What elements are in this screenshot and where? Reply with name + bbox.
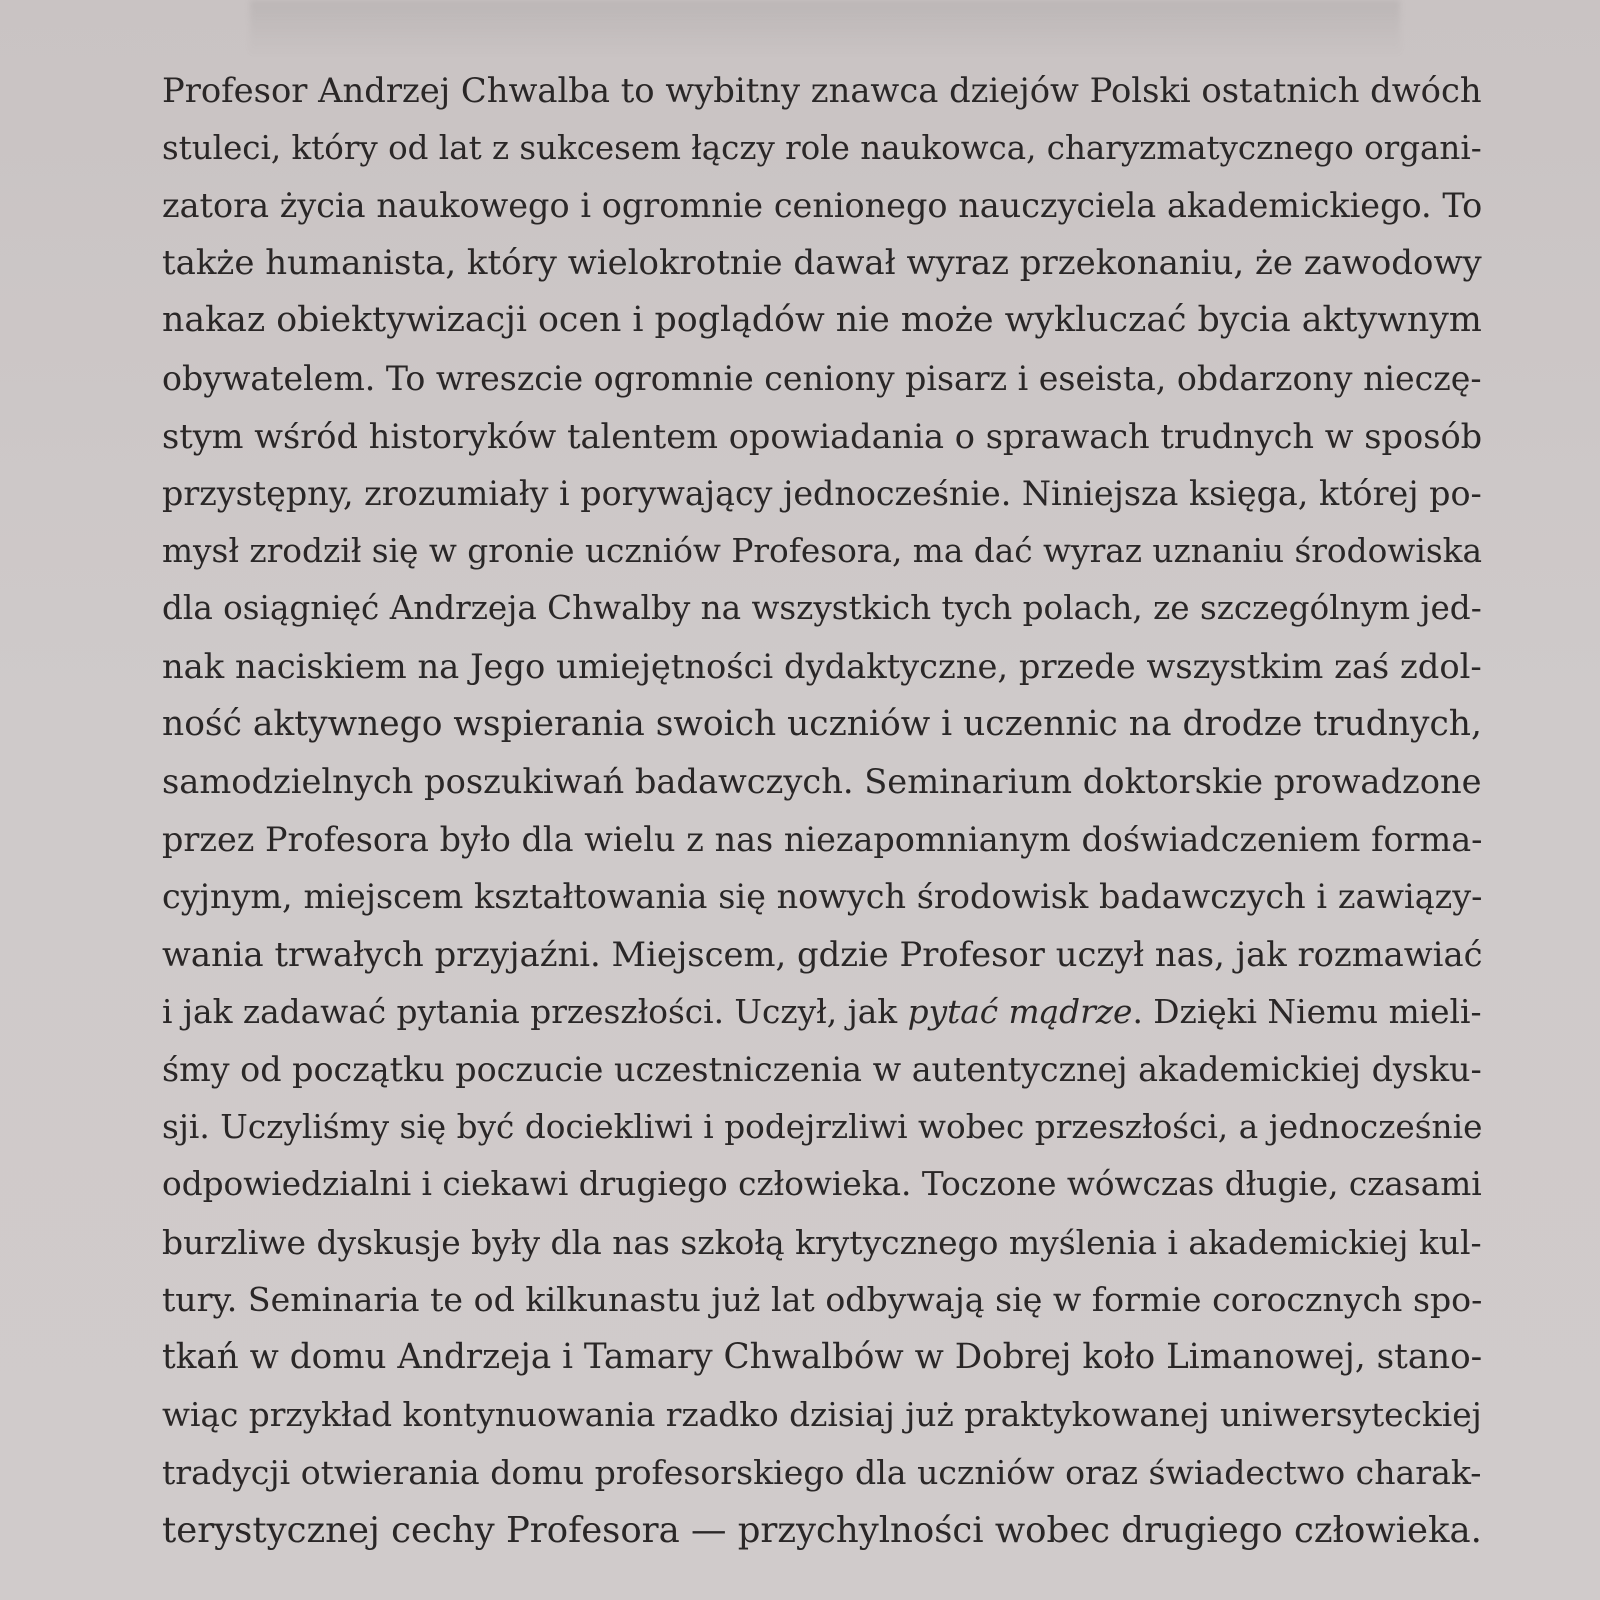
text-line-3: zatora życia naukowego i ogromnie cenionego nauczyciela akademickiego. To <box>162 186 1483 226</box>
text-line-25: tradycji otwierania domu profesorskiego dla uczniów oraz świadectwo charak- <box>162 1453 1482 1493</box>
text-line-16: wania trwałych przyjaźni. Miejscem, gdzie Profesor uczył nas, jak rozmawiać <box>162 934 1483 974</box>
text-line-2: stuleci, który od lat z sukcesem łączy role naukowca, charyzmatycznego organi- <box>162 128 1482 167</box>
text-line-17-end: . Dzięki Niemu mieli- <box>1132 992 1482 1031</box>
italic-emphasis: pytać mądrze <box>907 992 1133 1031</box>
text-line-14: przez Profesora było dla wielu z nas niezapomnianym doświadczeniem forma- <box>162 819 1483 859</box>
text-line-23: tkań w domu Andrzeja i Tamary Chwalbów w Dobrej koło Limanowej, stano- <box>162 1337 1483 1378</box>
text-line-5: nakaz obiektywizacji ocen i poglądów nie może wykluczać bycia aktywnym <box>162 300 1482 341</box>
text-line-19: sji. Uczyliśmy się być dociekliwi i podejrzliwi wobec przeszłości, a jednocześnie <box>162 1107 1483 1146</box>
text-line-4: także humanista, który wielokrotnie dawał wyraz przekonaniu, że zawodowy <box>162 242 1482 283</box>
text-line-15: cyjnym, miejscem kształtowania się nowych środowisk badawczych i zawiązy- <box>162 877 1483 917</box>
text-line-11: nak naciskiem na Jego umiejętności dydaktyczne, przede wszystkim zaś zdol- <box>162 646 1482 686</box>
body-paragraph <box>162 62 1482 1559</box>
text-line-8: przystępny, zrozumiały i porywający jednocześnie. Niniejsza księga, której po- <box>162 474 1482 514</box>
text-line-6: obywatelem. To wreszcie ogromnie ceniony pisarz i eseista, obdarzony nieczę- <box>162 358 1482 398</box>
text-line-17 <box>162 984 1482 1042</box>
text-line-26: terystycznej cechy Profesora — przychylności wobec drugiego człowieka. <box>162 1509 1482 1551</box>
text-line-22: tury. Seminaria te od kilkunastu już lat odbywają się w formie corocznych spo- <box>162 1280 1483 1320</box>
text-line-12: ność aktywnego wspierania swoich uczniów i uczennic na drodze trudnych, <box>162 703 1482 744</box>
show-through-text <box>250 0 1400 55</box>
text-line-10: dla osiągnięć Andrzeja Chwalby na wszystkich tych polach, ze szczególnym jed- <box>162 589 1482 628</box>
text-line-24: wiąc przykład kontynuowania rzadko dzisiaj już praktykowanej uniwersyteckiej <box>162 1395 1482 1434</box>
text-line-21: burzliwe dyskusje były dla nas szkołą krytycznego myślenia i akademickiej kul- <box>162 1222 1482 1262</box>
text-line-7: stym wśród historyków talentem opowiadania o sprawach trudnych w sposób <box>162 416 1483 456</box>
text-line-20: odpowiedzialni i ciekawi drugiego człowieka. Toczone wówczas długie, czasami <box>162 1165 1482 1204</box>
text-line-17-start: i jak zadawać pytania przeszłości. Uczył, jak <box>162 992 908 1031</box>
text-line-18: śmy od początku poczucie uczestniczenia w autentycznej akademickiej dysku- <box>162 1050 1482 1090</box>
text-line-9: mysł zrodził się w gronie uczniów Profesora, ma dać wyraz uznaniu środowiska <box>162 531 1482 570</box>
text-line-13: samodzielnych poszukiwań badawczych. Seminarium doktorskie prowadzone <box>162 762 1482 802</box>
text-line-1: Profesor Andrzej Chwalba to wybitny znawca dziejów Polski ostatnich dwóch <box>162 71 1482 110</box>
